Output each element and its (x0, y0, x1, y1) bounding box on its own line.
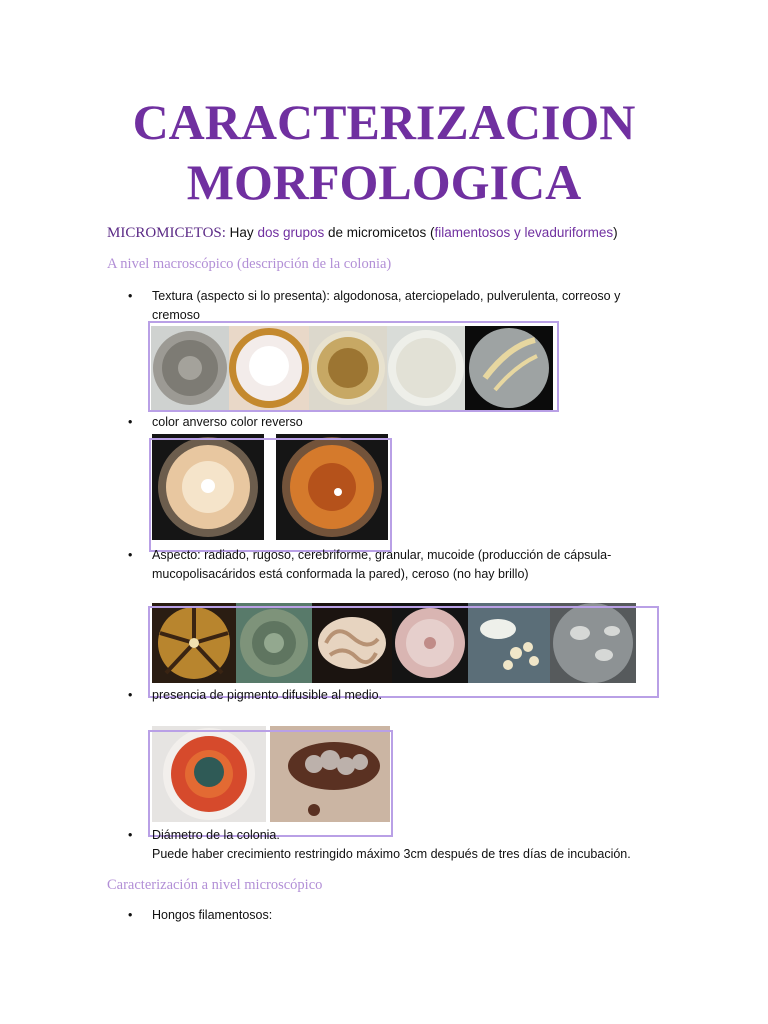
intro-text-2: de micromicetos ( (324, 225, 435, 240)
intro-heading: MICROMICETOS: (107, 225, 226, 241)
texture-image-correoso (387, 326, 465, 410)
bullet-aspecto-line-1: Aspecto: radiado, rugoso, cerebriforme, granular, mucoide (producción de cápsula- (152, 548, 612, 562)
aspect-image-row (152, 603, 636, 683)
color-reverso-image (276, 434, 388, 540)
bullet-dot: • (128, 828, 133, 842)
pigment-image-plate (152, 726, 266, 822)
aspect-image-ceroso (550, 603, 636, 683)
texture-image-pulverulenta (309, 326, 387, 410)
bullet-aspecto-line-2: mucopolisacáridos está conformada la pared), ceroso (no hay brillo) (152, 567, 529, 581)
aspect-image-rugoso (236, 603, 312, 683)
intro-text-3: ) (613, 225, 618, 240)
aspect-image-mucoide (468, 603, 550, 683)
texture-image-algodonosa (151, 326, 229, 410)
texture-image-row (151, 326, 553, 410)
aspect-image-granular (392, 603, 468, 683)
intro-highlight-1: dos grupos (257, 225, 325, 240)
bullet-dot: • (128, 289, 133, 303)
pigment-image-diffusion (270, 726, 390, 822)
bullet-dot: • (128, 548, 133, 562)
color-anverso-image (152, 434, 264, 540)
bullet-hongos-text: Hongos filamentosos: (152, 908, 273, 922)
bullet-diametro-line-2: Puede haber crecimiento restringido máximo 3cm después de tres días de incubación. (152, 847, 631, 861)
page-title-line-1: CARACTERIZACION (132, 94, 636, 150)
bullet-pigmento-text: presencia de pigmento difusible al medio. (152, 688, 382, 702)
texture-image-cremoso (465, 326, 553, 410)
bullet-textura-line-1: Textura (aspecto si lo presenta): algodonosa, aterciopelado, pulverulenta, correoso y (152, 289, 621, 303)
bullet-diametro-line-1: Diámetro de la colonia. (152, 828, 280, 842)
page-title-line-2: MORFOLOGICA (186, 154, 582, 210)
bullet-textura-line-2: cremoso (152, 308, 200, 322)
section-macroscopic: A nivel macroscópico (descripción de la colonia) (107, 256, 392, 272)
intro-paragraph (107, 225, 618, 242)
bullet-color-text: color anverso color reverso (152, 415, 303, 429)
intro-text-1: Hay (225, 225, 258, 240)
aspect-image-radiado (152, 603, 236, 683)
intro-highlight-2: filamentosos y levaduriformes (434, 225, 614, 240)
bullet-dot: • (128, 908, 133, 922)
section-microscopic: Caracterización a nivel microscópico (107, 877, 323, 893)
texture-image-aterciopelado (229, 326, 309, 410)
aspect-image-cerebriforme (312, 603, 392, 683)
bullet-dot: • (128, 688, 133, 702)
bullet-dot: • (128, 415, 133, 429)
